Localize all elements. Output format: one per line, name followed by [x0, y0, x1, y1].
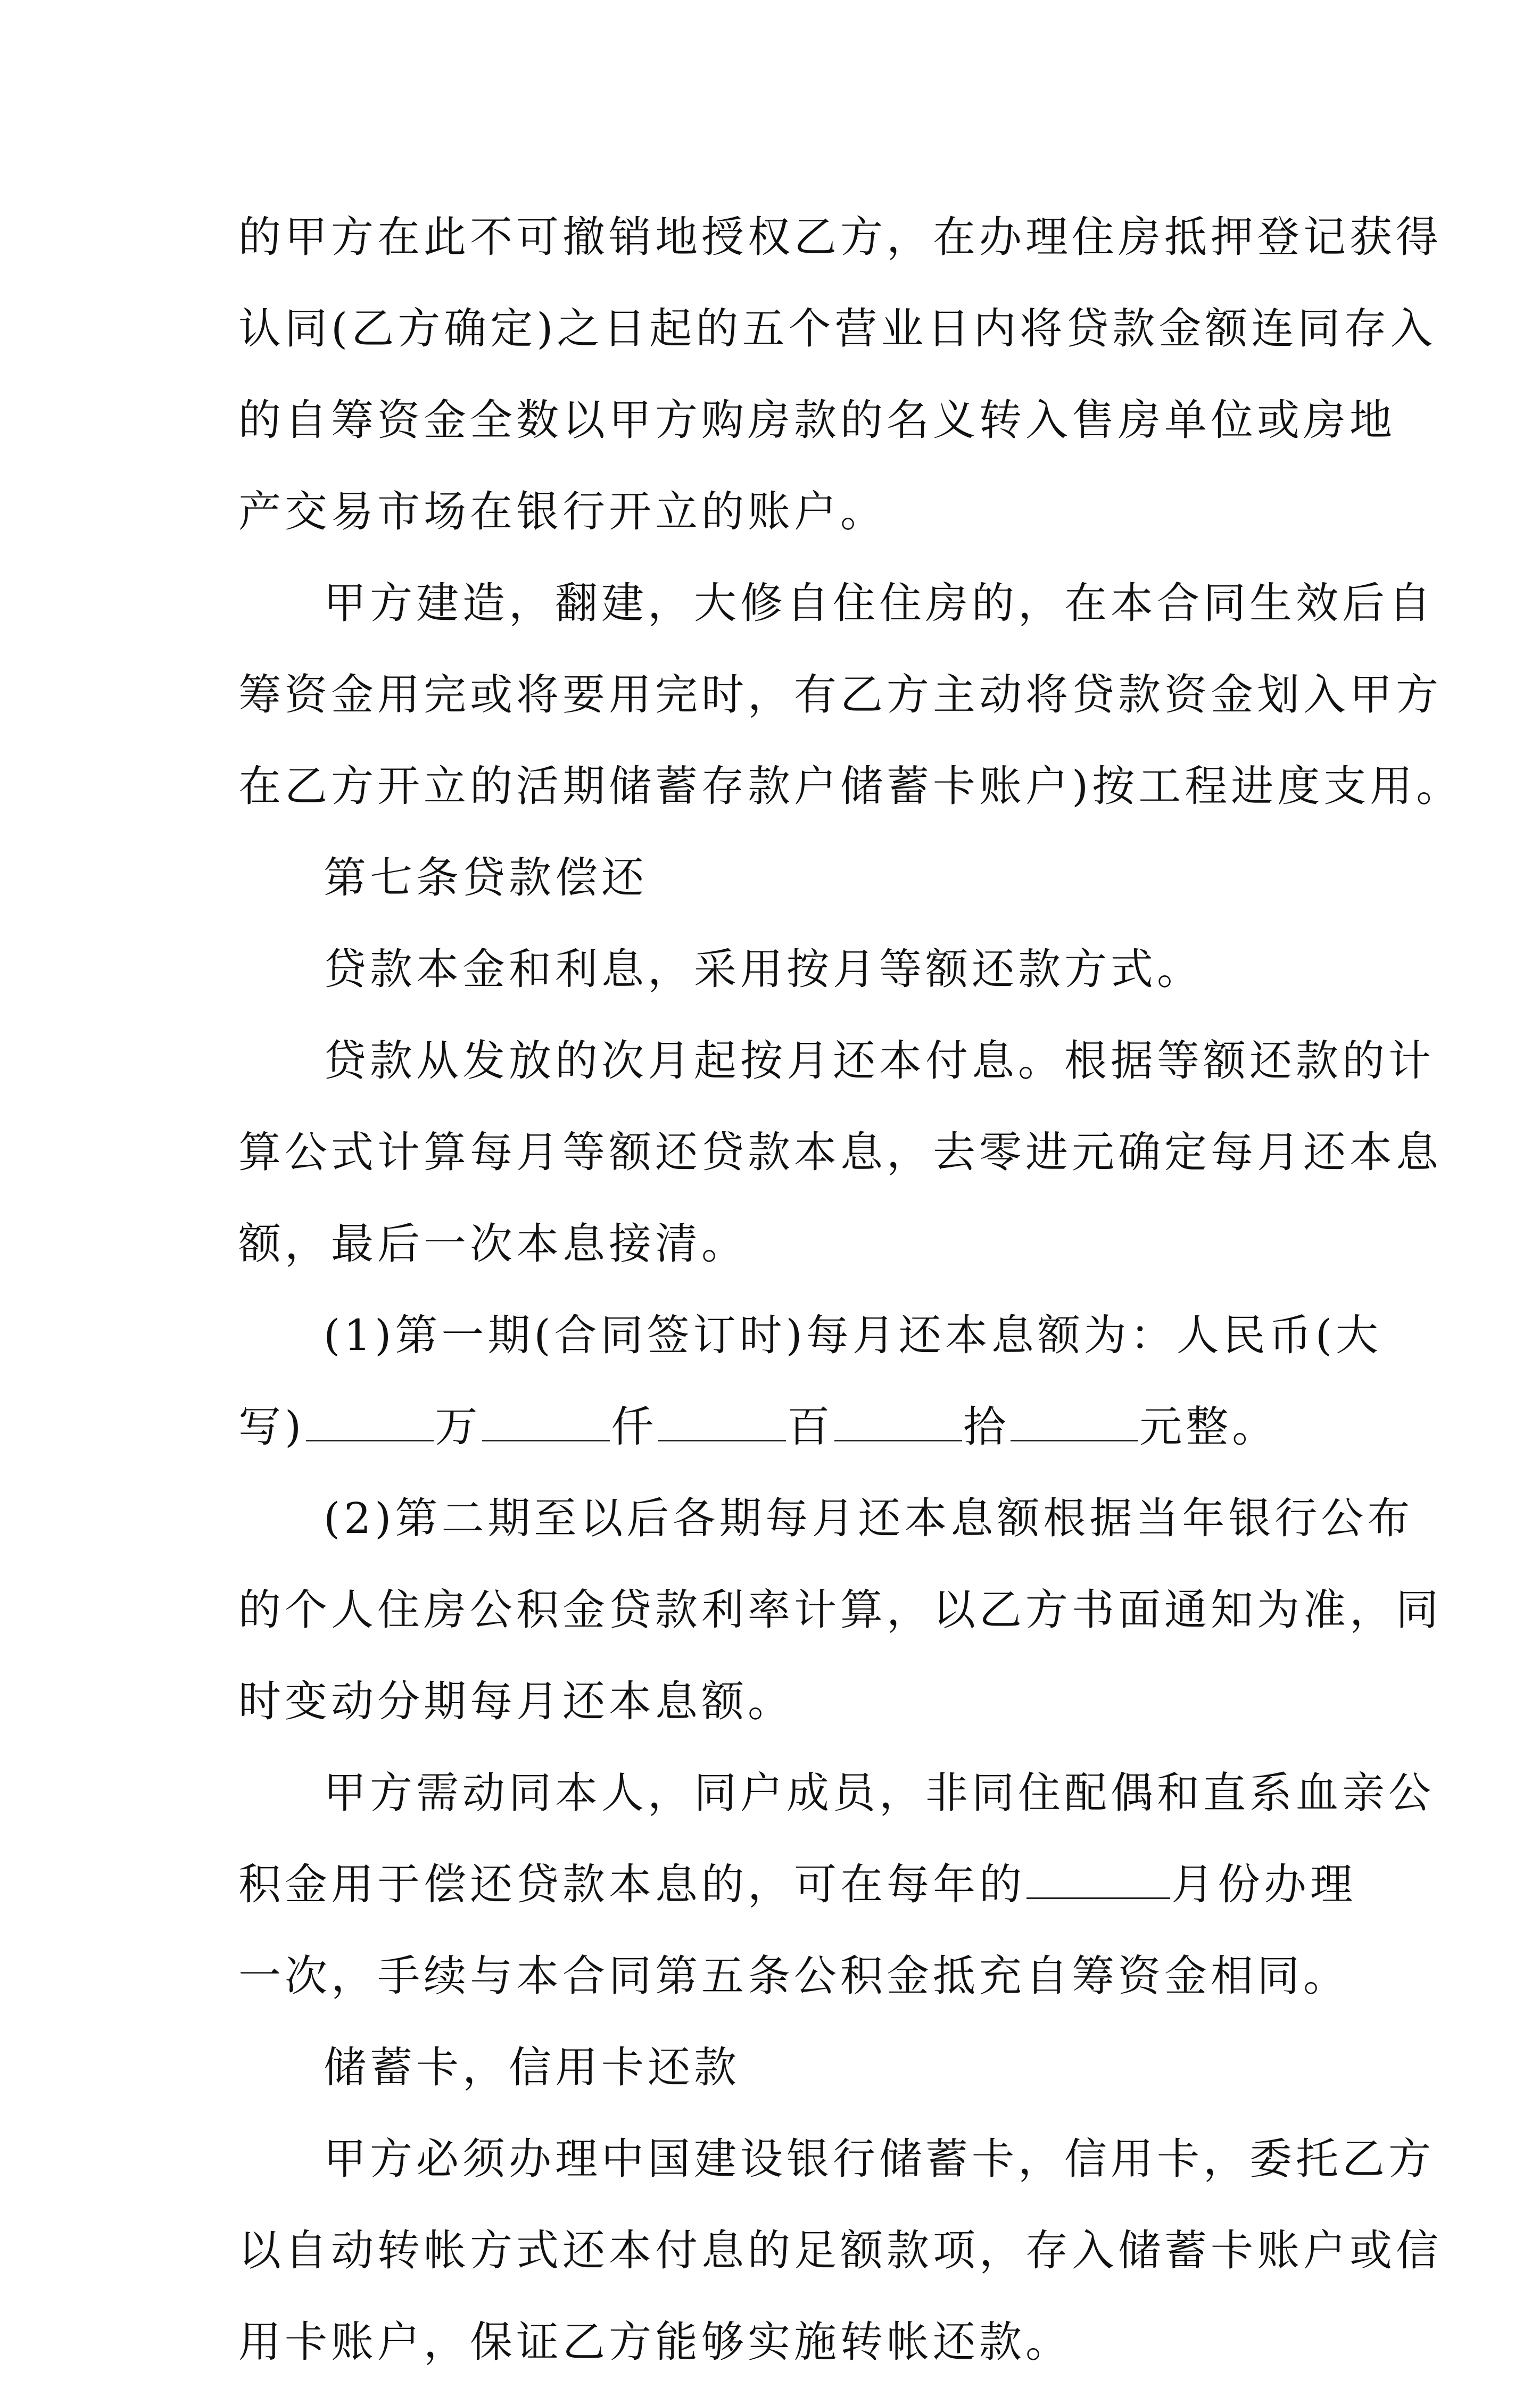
text-line: 的自筹资金全数以甲方购房款的名义转入售房单位或房地: [238, 395, 1396, 445]
blank-field-wan[interactable]: [306, 1402, 434, 1441]
document-page: [238, 192, 1463, 2388]
text-line: 的甲方在此不可撤销地授权乙方，在办理住房抵押登记获得: [238, 212, 1442, 262]
unit-label: 拾: [963, 1402, 1010, 1452]
text-line: 甲方需动同本人，同户成员，非同住配偶和直系血亲公: [324, 1768, 1435, 1818]
text-line: 的个人住房公积金贷款利率计算，以乙方书面通知为准，同: [238, 1585, 1442, 1635]
paragraph-first-period: [238, 1290, 1382, 1473]
text-line: (1)第一期(合同签订时)每月还本息额为：人民币(大: [324, 1311, 1382, 1360]
text-line: [238, 1839, 1356, 1930]
blank-field-month[interactable]: [1026, 1859, 1170, 1899]
unit-label: 元整。: [1139, 1402, 1279, 1452]
text-line: 额，最后一次本息接清。: [238, 1219, 748, 1268]
text-line: (2)第二期至以后各期每月还本息额根据当年银行公布: [324, 1494, 1414, 1543]
text-line: 用卡账户，保证乙方能够实施转帐还款。: [238, 2317, 1072, 2367]
article-7-heading: 第七条贷款偿还: [324, 853, 648, 902]
unit-label: 仟: [611, 1402, 658, 1452]
text-segment: 月份办理: [1171, 1860, 1356, 1909]
text-segment: 积金用于偿还贷款本息的，可在每年的: [238, 1860, 1025, 1909]
text-line: 算公式计算每月等额还贷款本息，去零进元确定每月还本息: [238, 1127, 1442, 1177]
paragraph-authorization: [238, 192, 1442, 558]
text-line: 在乙方开立的活期储蓄存款户储蓄卡账户)按工程进度支用。: [238, 761, 1463, 811]
blank-field-bai[interactable]: [658, 1402, 786, 1441]
paragraph-card-repayment: [238, 2113, 1442, 2388]
text-line: 产交易市场在银行开立的账户。: [238, 487, 887, 536]
card-repayment-heading: 储蓄卡，信用卡还款: [324, 2043, 740, 2092]
amount-prefix: 写): [238, 1402, 305, 1452]
text-line: 认同(乙方确定)之日起的五个营业日内将贷款金额连同存入: [238, 304, 1437, 353]
unit-label: 百: [787, 1402, 834, 1452]
paragraph-provident-fund: [238, 1747, 1435, 2022]
text-line: 筹资金用完或将要用完时，有乙方主动将贷款资金划入甲方: [238, 670, 1442, 719]
text-line: 以自动转帐方式还本付息的足额款项，存入储蓄卡账户或信: [238, 2226, 1442, 2275]
text-line: 甲方必须办理中国建设银行储蓄卡，信用卡，委托乙方: [324, 2134, 1435, 2184]
text-line: 时变动分期每月还本息额。: [238, 1677, 794, 1726]
text-line: 甲方建造，翻建，大修自住住房的，在本合同生效后自: [324, 578, 1435, 628]
amount-line: [238, 1381, 1313, 1473]
blank-field-yuan[interactable]: [1011, 1402, 1138, 1441]
paragraph-repayment-method: 贷款本金和利息，采用按月等额还款方式。: [324, 944, 1203, 994]
blank-field-shi[interactable]: [834, 1402, 962, 1441]
unit-label: 万: [435, 1402, 482, 1452]
paragraph-monthly-payment: [238, 1015, 1442, 1290]
paragraph-construction: [238, 558, 1463, 832]
paragraph-second-period: [238, 1473, 1442, 1747]
blank-field-qian[interactable]: [482, 1402, 610, 1441]
text-line: 一次，手续与本合同第五条公积金抵充自筹资金相同。: [238, 1951, 1349, 2001]
text-line: 贷款从发放的次月起按月还本付息。根据等额还款的计: [324, 1036, 1435, 1085]
